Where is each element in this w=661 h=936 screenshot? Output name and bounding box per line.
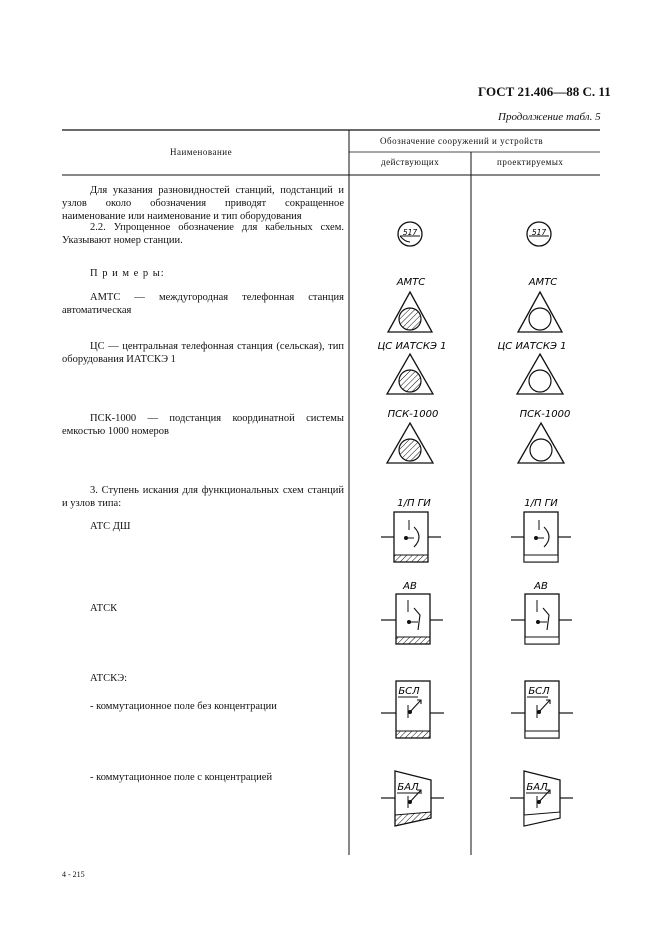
page-code: 4 - 215 [62,870,85,879]
stage-bal-planned-icon [510,771,573,826]
psk-description: ПСК-1000 — подстанция координатной системы емкостью 1000 номеров [62,413,344,437]
atske-label: АТСКЭ: [90,673,128,684]
column-header-existing: действующих [381,157,440,167]
stage-bal-label-planned: БАЛ [526,782,548,793]
stage-gi-label-existing: 1/П ГИ [397,498,431,509]
cs-label-existing: ЦС ИАТСКЭ 1 [377,341,447,352]
stage-gi-label-planned: 1/П ГИ [524,498,558,509]
examples-label: П р и м е р ы: [90,268,165,279]
stage-av-label-existing: АВ [403,581,417,592]
stage-bsl-planned-icon [511,681,573,738]
column-header-name: Наименование [170,147,233,157]
cs-existing-icon [387,354,433,394]
amts-label-existing: АМТС [396,277,426,288]
stage-gi-planned-icon [511,512,571,562]
item-3-text: 3. Ступень искания для функциональных схем станций и узлов типа: [62,485,344,509]
switching-field-concentration: - коммутационное поле с концентрацией [90,772,273,783]
item-2-2-text: 2.2. Упрощенное обозначение для кабельных схем. Указывают номер станции. [62,222,344,246]
stage-bal-existing-icon [381,771,444,826]
cs-description: ЦС — центральная телефонная станция (сельская), тип оборудования ИАТСКЭ 1 [62,341,344,365]
psk-existing-icon [387,423,433,463]
intro-text: Для указания разновидностей станций, подстанций и узлов около обозначения приводят сокращенное наименование или наименование и тип оборудования [62,185,344,222]
column-header-symbols: Обозначение сооружений и устройств [380,136,544,146]
ats-dsh-label: АТС ДШ [90,521,131,532]
psk-planned-icon [518,423,564,463]
doc-title: ГОСТ 21.406—88 С. 11 [478,84,611,99]
stage-av-existing-icon [381,594,443,644]
amts-label-planned: АМТС [528,277,558,288]
psk-label-planned: ПСК-1000 [519,409,571,420]
atsk-label: АТСК [90,603,118,614]
continuation-label: Продолжение табл. 5 [498,111,601,123]
station-circle-planned-icon [527,222,551,246]
cs-label-planned: ЦС ИАТСКЭ 1 [497,341,567,352]
stage-bsl-existing-icon [381,681,444,738]
stage-av-planned-icon [511,594,572,644]
switching-field-no-concentration: - коммутационное поле без концентрации [90,701,277,712]
stage-bsl-label-planned: БСЛ [528,686,550,697]
cs-planned-icon [517,354,563,394]
column-header-planned: проектируемых [497,157,564,167]
psk-label-existing: ПСК-1000 [387,409,439,420]
station-number-existing: 517 [402,228,418,237]
stage-bal-label-existing: БАЛ [397,782,419,793]
amts-description: АМТС — междугородная телефонная станция автоматическая [62,292,344,316]
amts-existing-icon [388,292,432,332]
station-circle-existing-icon [398,222,422,246]
stage-gi-existing-icon [381,512,441,562]
amts-planned-icon [518,292,562,332]
stage-av-label-planned: АВ [534,581,548,592]
station-number-planned: 517 [531,228,547,237]
stage-bsl-label-existing: БСЛ [398,686,420,697]
